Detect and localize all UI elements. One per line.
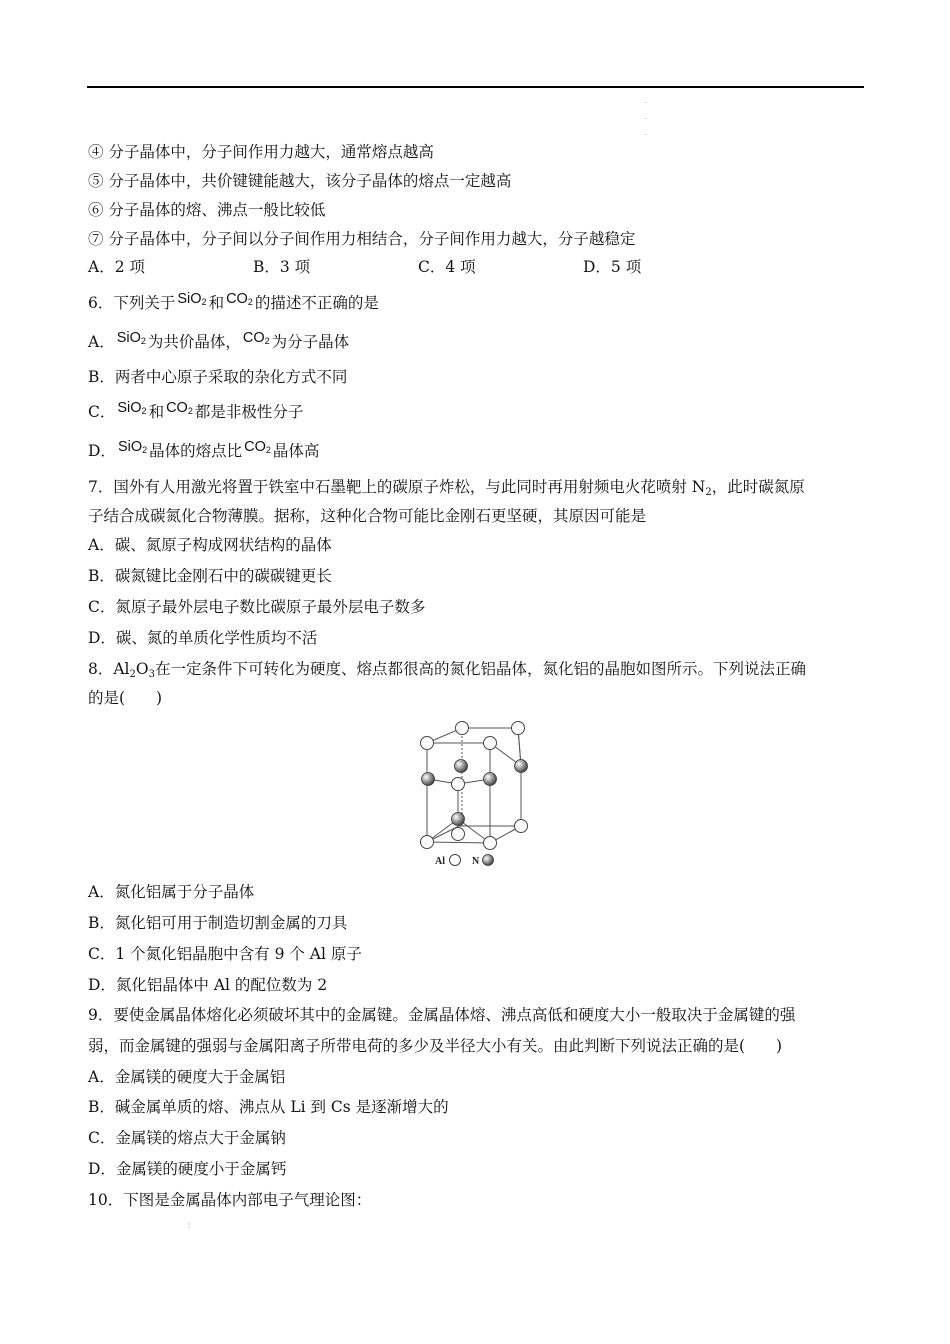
formula-co2: $CO_2$ [226, 291, 253, 307]
legend-n-symbol [483, 855, 494, 866]
aln-unit-cell-diagram [415, 716, 535, 868]
q9-option-c: C．金属镁的熔点大于金属钠 [88, 1129, 286, 1147]
formula-co2: $CO_2$ [166, 400, 193, 416]
margin-dots: · · · [645, 100, 647, 139]
aln-unit-cell-figure [415, 716, 535, 868]
q8-stem-line2: 的是( ) [88, 689, 163, 707]
statement-4: ④ 分子晶体中，分子间作用力越大，通常熔点越高 [88, 143, 434, 161]
q7-option-d: D．碳、氮的单质化学性质均不活 [88, 629, 318, 647]
q9-option-b: B．碱金属单质的熔、沸点从 Li 到 Cs 是逐渐增大的 [88, 1098, 449, 1116]
legend-n-label: N [472, 856, 480, 867]
q9-option-a: A．金属镁的硬度大于金属铝 [88, 1068, 286, 1086]
legend-al-label: Al [435, 856, 445, 867]
formula-co2: $CO_2$ [242, 330, 270, 346]
q9-stem-line1: 9．要使金属晶体熔化必须破坏其中的金属键。金属晶体熔、沸点高低和硬度大小一般取决于金属键的强 [88, 1006, 796, 1024]
statement-6: ⑥ 分子晶体的熔、沸点一般比较低 [88, 201, 326, 219]
q6-stem [88, 293, 379, 317]
q9-option-d: D．金属镁的硬度小于金属钙 [88, 1160, 287, 1178]
formula-sio2: SiO$_2$ [117, 439, 148, 455]
q5-option-c: C．4 项 [418, 258, 476, 276]
q6-option-b: B．两者中心原子采取的杂化方式不同 [88, 368, 348, 386]
header-rule [87, 86, 864, 88]
q8-option-b: B．氮化铝可用于制造切割金属的刀具 [88, 914, 348, 932]
statement-7: ⑦ 分子晶体中，分子间以分子间作用力相结合，分子间作用力越大，分子越稳定 [88, 230, 636, 248]
q6-stem-suffix: 的描述不正确的是 [254, 294, 379, 312]
q8-option-d: D．氮化铝晶体中 Al 的配位数为 2 [88, 976, 328, 994]
q8-option-c: C．1 个氮化铝晶胞中含有 9 个 Al 原子 [88, 945, 362, 963]
q5-option-b: B．3 项 [253, 258, 311, 276]
artifact-dots: ⋮ [186, 1222, 192, 1229]
q7-option-c: C．氮原子最外层电子数比碳原子最外层电子数多 [88, 598, 426, 616]
formula-sio2: SiO$_2$ [117, 400, 147, 416]
q9-stem-line2: 弱，而金属键的强弱与金属阳离子所带电荷的多少及半径大小有关。由此判断下列说法正确的是( ) [88, 1037, 783, 1055]
formula-sio2: SiO$_2$ [116, 330, 146, 346]
q7-option-a: A．碳、氮原子构成网状结构的晶体 [88, 536, 332, 554]
q10-stem: 10．下图是金属晶体内部电子气理论图： [88, 1191, 372, 1209]
q7-option-b: B．碳氮键比金刚石中的碳碳键更长 [88, 567, 332, 585]
formula-sio2: SiO$_2$ [177, 291, 207, 307]
q7-stem-line1: 7．国外有人用激光将置于铁室中石墨靶上的碳原子炸松，与此同时再用射频电火花喷射 $N_2$，此时碳氮原 [88, 478, 805, 498]
q6-stem-prefix: 6．下列关于 [88, 294, 176, 312]
q6-option-d: D． SiO$_2$ 晶体的熔点比 $CO_2$ 晶体高 [88, 439, 320, 460]
formula-co2: $CO_2$ [244, 439, 271, 455]
q8-option-a: A．氮化铝属于分子晶体 [88, 883, 255, 901]
q7-stem-line2: 子结合成碳氮化合物薄膜。据称，这种化合物可能比金刚石更坚硬，其原因可能是 [88, 507, 647, 525]
q6-stem-and: 和 [208, 294, 225, 312]
q8-stem-line1: 8．$Al_2O_3$在一定条件下可转化为硬度、熔点都很高的氮化铝晶体，氮化铝的晶胞如图所示。下列说法正确 [88, 660, 806, 680]
q5-option-a: A．2 项 [88, 258, 145, 276]
legend-al-symbol [450, 855, 461, 866]
q6-option-c: C． SiO$_2$ 和 $CO_2$ 都是非极性分子 [88, 400, 304, 421]
statement-5: ⑤ 分子晶体中，共价键键能越大，该分子晶体的熔点一定越高 [88, 172, 512, 190]
q6-option-a: A． SiO$_2$ 为共价晶体， $CO_2$ 为分子晶体 [88, 330, 350, 351]
q5-option-d: D．5 项 [583, 258, 642, 276]
